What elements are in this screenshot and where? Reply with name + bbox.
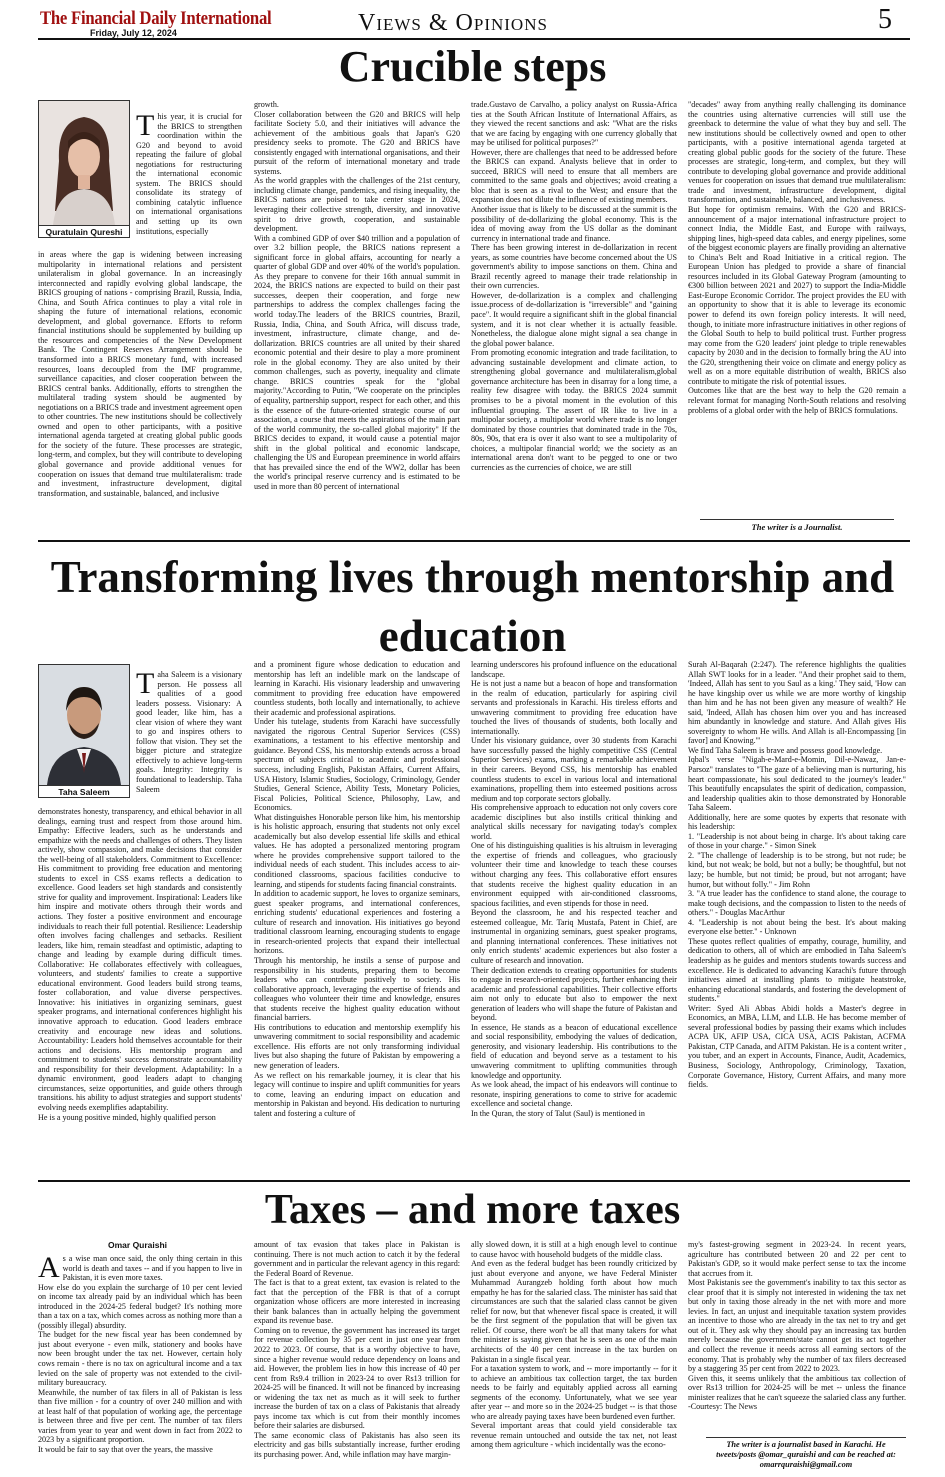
author-photo-taha-saleem (38, 664, 130, 798)
article1-column-4: "decades" away from anything really challenging its dominance the countries using alternative currencies will still use the greenback to determine the value of what they buy and sell. The new institutions should be collectively owned and open to other participants, with a positive international agenda targeted at creating global public goods for the society of the future. These processes are strategic, long-term, and complex, but they will contribute to developing global governance and provide additional venues for cooperation on issues that demand true multilateralism: trade and investment, infrastructure development, digital transformation, and sustainable, balanced, and inclusiveness. But hope for optimism remains. With the G20 and BRICS-announcement of a major international infrastructure project to connect India, the Middle East, and Europe with railways, shipping lines, high-speed data cables, and energy pipelines, some of the biggest economic players are finally providing an alternative to China's Belt and Road Initiative in a critical region. The European Union has pledged to provide a share of financial resources included in its Global Gateway Program (amounting to €300 billion between 2021 and 2027) to support the India-Middle East-Europe Economic Corridor. The project provides the EU with an opportunity to show that it is able to leverage its economic power to defend its own foreign policy interests. It will need, though, to initiate more infrastructure initiatives in other regions of the Global South to help to build political trust. Further progress may come from the G20 leaders' joint pledge to triple renewables capacity by 2030 and in the decision to formally bring the AU into the G20, strengthening their voice on climate and energy policy as well as on a more equitable distribution of wealth, BRICS also contribute to mitigate the risk of potential issues. Outcomes like that are the best way to help the G20 remain a relevant format for managing North-South relations and resolving problems of a global order with the help of BRICS formulations. (688, 100, 906, 415)
section-divider-1 (38, 540, 910, 542)
article3-column-3: ally slowed down, it is still at a high enough level to continue to cause havoc with household budgets of the middle class. And even as the federal budget has been roundly criticized by just about everyone and anyone, we have Federal Minister Muhammad Aurangzeb holding forth about how much empathy he has for the salaried class. The minister has said that circumstances are such that the salaried class cannot be given relief for now, but that whenever fiscal space is created, it will be the first segment of the population that will be given tax relief. Of course, there won't be all that many takers for what the minister is saying given that he is seen as one of the main architects of the 40 per cent increase in the tax burden on Pakistan in a single fiscal year. For a taxation system to work, and -- more importantly -- for it to achieve an ambitious tax collection target, the tax burden needs to be fairly and equitably applied across all earning segments of the economy. Unfortunately, what we see year after year -- and more so in the 2024-25 budget -- is that those who are already paying taxes have been burdened even further. Several important areas that could yield considerable tax revenue remain untouched and outside the tax net, not least among them agriculture - which incidentally was the econo- (471, 1240, 677, 1450)
issue-date: Friday, July 12, 2024 (90, 28, 177, 38)
author-caption: Quratulain Qureshi (39, 225, 129, 237)
article3-dropcap: A (38, 1254, 60, 1284)
article1-dropcap: T (136, 112, 155, 142)
article3-writer-note (706, 1437, 906, 1470)
article1-column-3: trade.Gustavo de Carvalho, a policy analyst on Russia-Africa ties at the South African Institute of International Affairs, as they viewed the recent sanctions and ask: "What are the risks that we are facing by engaging with one currency globally that may be utilised for political purposes?" However, there are challenges that need to be addressed before the BRICS can expand. Analysts believe that in order to succeed, BRICS will need to ensure that all members are committed to the same goals and objectives; avoid creating a bloc that is seen as a rival to the West; and ensure that the expansion does not dilute the influence of existing members. Another issue that is likely to be discussed at the summit is the possibility of de-dollarizing the global economy. This is the idea of moving away from the US dollar as the dominant currency in international trade and finance. There has been growing interest in de-dollarization in recent years, as some countries have become concerned about the US government's ability to impose sanctions on them. China and Brazil recently agreed to manage their trade relationship in their own currencies. However, de-dollarization is a complex and challenging issue.process of de-dollarization is "irreversible" and "gaining pace". It would require a significant shift in the global financial system, and it is not clear whether it is actually feasible. Nonetheless, the dialogue alone might signal a sea change in the global power balance. From promoting economic integration and trade facilitation, to advancing sustainable development and climate action, to strengthening global governance and multilateralism,global governance architecture has been in disarray for a long time, a reality few disagree with today. the BRICS 2024 summit promises to be a pivotal moment in the evolution of this influential grouping. The assert of IR like to live in a multipolar society, a multipolar world where trade is no longer dominated by those countries that dominated trade in the 70s, 80s, 90s, that era is over it also want to see a multipolarity of choices, a multipolar financial world; we the society as an international arena don't want to be pegged to one or two currencies as the currencies of choice, we are still (471, 100, 677, 472)
article2-dropcap: T (136, 670, 155, 700)
writer-note-line-1: The writer is a journalist based in Karachi. He (726, 1440, 886, 1449)
article2-column-1-lead (136, 670, 242, 804)
author-portrait-icon (39, 101, 129, 225)
article3-column-4: my's fastest-growing segment in 2023-24. In recent years, agriculture has contributed between 20 and 22 per cent to Pakistan's GDP, so it would make perfect sense to tax the income that accrues from it. Most Pakistanis see the government's inability to tax this sector as clear proof that it is simply not interested in widening the tax net but only in taxing those already in the net with more and more levies. In fact, an unjust and inequitable taxation system provides an incentive to those who are already in the tax net to try and get out of it. They ask why they should pay an increasing tax burden merely because the government/state cannot get its act together and collect the revenue it needs across all earning sectors of the economy. That is probably why the number of tax filers decreased by a staggering 35 per cent from 2022 to 2023. Given this, it seems unlikely that the ambitious tax collection of over Rs13 trillion for 2024-25 will be met -- unless the finance minister realizes that he can't squeeze the salaried class any further. -Courtesy: The News (688, 1240, 906, 1412)
article1-column-1: in areas where the gap is widening between increasing multipolarity in international relations and persistent unilateralism in global governance. In an increasingly interconnected and rapidly evolving global landscape, the BRICS grouping of nations - comprising Brazil, Russia, India, China, and South Africa continues to play a vital role in shaping the future of international relations, economic development, and global governance. Efforts to reform financial institutions should be supplemented by building up the resources and competencies of the New Development Bank. The Contingent Reserves Arrangement should be transformed into a BRICS monetary fund, with increased resources, loans decoupled from the IMF programme, surveillance capacities, and closer cooperation between the BRICS central banks. Additionally, efforts to strengthen the multilateral trading system should be augmented by negotiations on a BRICS trade and investment agreement open to other countries. The new institutions should be collectively owned and open to other participants, with a positive international agenda targeted at creating global public goods for the society of the future. These processes are strategic, long-term, and complex, but they will contribute to developing global governance and provide additional venues for cooperation on issues that demand true multilateralism: trade and investment, infrastructure development, digital transformation, and sustainable, balanced, and inclusive (38, 250, 242, 498)
author-caption: Taha Saleem (39, 785, 129, 797)
article1-column-1-lead (136, 112, 242, 252)
author-photo-quratulain (38, 100, 130, 238)
article2-column-1: demonstrates honesty, transparency, and ethical behavior in all dealings, earning trust and respect from those around him. Empathy: Effective leaders, such as he understands and empathize with the needs and challenges of others. They listen actively, show compassion, and make decisions that consider the well-being of all stakeholders. Commitment to Excellence: His commitment to providing free education and mentoring students to excel in CSS exams reflects a dedication to excellence. Good leaders set high standards and consistently strive for quality and improvement. Inspirational: Leaders like him inspire and motivate others through their words and actions. They foster a positive environment and encourage individuals to reach their full potential. Resilience: Leadership often involves facing challenges and setbacks. Resilient leaders, like him, remain steadfast and optimistic, adapting to change and leading by example during difficult times. Collaborative: He collaborates effectively with colleagues, volunteers, and students' families to create a supportive educational environment. Good leaders build strong teams, foster collaboration, and value diverse perspectives. Innovative: his initiatives in organizing seminars, guest speaker programs, and international conferences highlight his innovative approach to education. Good leaders embrace creativity and encourage new ideas and solutions. Accountability: Leaders hold themselves accountable for their actions and decisions. His mentorship program and commitment to students' success demonstrate accountability and responsibility for their development. Adaptability: In a dynamic environment, good leaders adapt to changing circumstances, seize opportunities, and guide others through transitions. his ability to adjust strategies and support students' evolving needs exemplifies adaptability. He is a young positive minded, highly qualified person (38, 807, 242, 1122)
article3-column-1-text: s a wise man once said, the only thing certain in this world is death and taxes -- and if you happen to live in Pakistan, it is even more taxes. How else do you explain the surcharge of 10 per cent levied on income tax already paid by an individual which has been introduced in the 2024-25 federal budget? It's nothing more than a tax on a tax, which comes across as nothing more than a (possibly illegal) absurdity. The budget for the new fiscal year has been condemned by just about everyone - even milk, stationery and books have now been brought under the tax net. However, certain holy cows remain - there is no tax on agricultural income and a tax levied on the sale of property was not extended to the civil-military bureaucracy. Meanwhile, the number of tax filers in all of Pakistan is less than five million - for a country of over 240 million and with at least half of that population of working age, the percentage is between three and five per cent. The number of tax filers varies from year to year and went down in fact from 2022 to 2023 by a significant proportion. It would be fair to say that over the years, the massive (38, 1254, 242, 1454)
article2-column-4: Surah Al-Baqarah (2:247). The reference highlights the qualities Allah SWT looks for in a leader. "And their prophet said to them, 'Indeed, Allah has sent to you Saul as a king.' They said, 'How can he have kingship over us while we are more worthy of kingship than him and he has not been given any measure of wealth?' He said, 'Indeed, Allah has chosen him over you and has increased him abundantly in knowledge and stature. And Allah gives His sovereignty to whom He wills. And Allah is all-Encompassing [in favor] and Knowing.'" We find Taha Saleem is brave and possess good knowledge. Iqbal's verse "Nigah-e-Mard-e-Momin, Dil-e-Nawaz, Jan-e-Parsoz" translates to "The gaze of a believing man is nurturing, his heart compassionate, his soul dedicated to the journey's leader." This beautifully encapsulates the spirit of dedication, compassion, and leadership qualities akin to those demonstrated by Honorable Taha Saleem. Additionally, here are some quotes by experts that resonate with his leadership: 1. "Leadership is not about being in charge. It's about taking care of those in your charge." - Simon Sinek 2. "The challenge of leadership is to be strong, but not rude; be kind, but not weak; be bold, but not a bully; be thoughtful, but not lazy; be humble, but not timid; be proud, but not arrogant; have humor, but without folly." - Jim Rohn 3. "A true leader has the confidence to stand alone, the courage to make tough decisions, and the compassion to listen to the needs of others." - Douglas MacArthur 4. "Leadership is not about being the best. It's about making everyone else better." - Unknown These quotes reflect qualities of empathy, courage, humility, and dedication to others, all of which are embodied in Taha Saleem's leadership as he guides and mentors students towards success and excellence. He is dedicated to advancing Karachi's future through initiatives aimed at installing plants to mitigate heatstroke, enhancing educational standards, and fostering the development of students." Writer: Syed Ali Abbas Abidi holds a Master's degree in Economics, an MBA, LLM, and LLB. He has become member of several professional bodies by passing their exams which includes ACPA UK, AFIP USA, CICA USA, ACIS Pakistan, ACFMA Pakistan, CTP Canada, and AITM Pakistan. He is a content writer , you tuber, and an expert in Accounts, Finance, Audit, Academics, Business, Sociology, Anthropology, Criminology, Taxation, Corporate Governance, History, Current Affairs, and many more fields. (688, 660, 906, 1090)
section-divider-2 (38, 1180, 910, 1182)
author-portrait-icon (39, 665, 129, 785)
article2-lead-text: aha Saleem is a visionary person. He possess all qualities of a good leaders possess. Visionary: A good leader, like him, has a clear vision of where they want to go and inspires others to follow that vision. They set the bigger picture and strategize effectively to achieve long-term goals. Integrity: Integrity is foundational to leadership. Taha Saleem (136, 670, 242, 794)
article1-writer-note: The writer is a Journalist. (700, 519, 894, 532)
article1-column-2: growth. Closer collaboration between the G20 and BRICS will help facilitate Society 5.0, and their initiatives will advance the achievement of the ambitious goals that Japan's G20 presidency seeks to promote. The G20 and BRICS have consistently engaged with international organisations, and their pursuit of the reform of international monetary and trade systems. As the world grapples with the challenges of the 21st century, including climate change, pandemics, and rising inequality, the BRICS nations are poised to take center stage in 2024, leveraging their collective strength, diversity, and innovative spirit to drive growth, cooperation, and sustainable development. With a combined GDP of over $40 trillion and a population of over 3.2 billion people, the BRICS nations represent a significant force in global affairs, accounting for nearly a quarter of global GDP and over 40% of the world's population. As they prepare to convene for their 16th annual summit in 2024, the BRICS nations are expected to build on their past successes, deepen their cooperation, and forge new partnerships to address the complex challenges facing the world today.The leaders of the BRICS countries, Brazil, Russia, India, China, and South Africa, will discuss trade, investment, infrastructure, climate change, and de-dollarization. BRICS countries are all united by their shared economic potential and their desire to play a more prominent role in the global economy. They are also united by their common challenges, such as poverty, inequality and climate change. BRICS countries speak for the "global majority."According to Putin, "We cooperate on the principles of equality, partnership support, respect for each other, and this is the essence of the future-oriented strategic course of our association, a course that meets the aspirations of the main part of the world community, the so-called global majority" If the BRICS decides to expand, it would cause a potential major shift in the global political and economic landscape, challenging the US and European preeminence in world affairs that has prevailed since the end of the WW2, dollar has been the world's principal reserve currency and is estimated to be used in more than 80 percent of international (254, 100, 460, 491)
writer-note-line-2: tweets/posts @omar_quraishi and can be reached at: (716, 1449, 896, 1459)
article3-headline: Taxes – and more taxes (264, 1187, 681, 1233)
article2-column-2: and a prominent figure whose dedication to education and mentorship has left an indelible mark on the landscape of learning in Karachi. His visionary leadership and unwavering commitment to providing free education have empowered countless students, both locally and internationally, to achieve their academic and professional aspirations. Under his tutelage, students from Karachi have successfully navigated the rigorous Central Superior Services (CSS) examinations, a testament to his effective mentorship and guidance. Beyond CSS, his mentorship extends across a broad spectrum of subjects critical to academic and professional success, including English, Pakistan Affairs, Current Affairs, USA History, Islamic Studies, Sociology, Criminology, Gender Studies, General Science, Ability Tests, Monetary Policies, Fiscal Policies, Political Science, Philosophy, Law, and Economics. What distinguishes Honorable person like him, his mentorship is his holistic approach, ensuring that students not only excel academically but also develop essential life skills and ethical values. He has adopted a personalized mentoring program where he provides comprehensive support tailored to the individual needs of each student. This includes access to air-conditioned classrooms, spacious facilities conducive to learning, and stipends for students facing financial constraints. In addition to academic support, he loves to organize seminars, guest speaker programs, and international conferences, enriching students' educational experiences and fostering a culture of research and innovation. His initiatives go beyond traditional classroom learning, encouraging students to engage in research-oriented projects that expand their intellectual horizons. Through his mentorship, he instils a sense of purpose and responsibility in his students, preparing them to become leaders who can contribute positively to society. His collaborative approach, leveraging the expertise of friends and colleagues who volunteer their time and knowledge, ensures that students receive the highest quality education without financial barriers. His contributions to education and mentorship exemplify his unwavering commitment to social responsibility and academic excellence. His efforts are not only transforming individual lives but also shaping the future of Pakistan by empowering a new generation of leaders. As we reflect on his remarkable journey, it is clear that his legacy will continue to inspire and uplift communities for years to come, leaving an enduring impact on education and mentorship in Pakistan and beyond. His dedication to nurturing talent and fostering a culture of (254, 660, 460, 1118)
article1-lead-text: his year, it is crucial for the BRICS to strengthen coordination within the G20 and beyond to avoid repeating the failure of global negotiations for restructuring the international economic system. The BRICS should consolidate its strategy of combining catalytic influence on international organisations and setting up its own institutions, especially (136, 112, 242, 236)
writer-note-email[interactable]: omarrquraishi@gmail.com (759, 1459, 853, 1469)
article1-headline: Crucible steps (338, 42, 607, 91)
article2-column-3: learning underscores his profound influence on the educational landscape. He is not just a name but a beacon of hope and transformation in the realm of education, particularly for aspiring civil servants and professionals in Karachi. His tireless efforts and unwavering commitment to providing free education have touched the lives of thousands of students, both locally and internationally. Under his visionary guidance, over 30 students from Karachi have successfully passed the highly competitive CSS (Central Superior Services) exams, marking a remarkable achievement in their careers. Beyond CSS, his mentorship has enabled countless students to excel in various local and international examinations, propelling them into esteemed positions across medium and top corporate sectors globally. His comprehensive approach to education not only covers core academic disciplines but also instills critical thinking and analytical skills necessary for navigating today's complex world. One of his distinguishing qualities is his altruism in leveraging the expertise of friends and colleagues, who graciously volunteer their time and knowledge to teach these courses without charging any fees. This collaborative effort ensures that students receive the highest quality education in an environment equipped with air-conditioned classrooms, spacious facilities, and even stipends for those in need. Beyond the classroom, he and his respected teacher and esteemed colleague, Mr. Tariq Mustafa, Patent in Chief, are instrumental in organizing seminars, guest speaker programs, and planning international conferences. These initiatives not only enrich students' academic experiences but also foster a culture of research and innovation. Their dedication extends to creating opportunities for students to engage in research-oriented projects, further enhancing their academic and professional capabilities. Their collective efforts aim not only to educate but also to empower the next generation of leaders who will shape the future of Pakistan and beyond. In essence, He stands as a beacon of educational excellence and social responsibility, embodying the values of dedication, generosity, and visionary leadership. His contributions to the field of education and beyond serve as a testament to his unwavering commitment to uplifting communities through knowledge and opportunity. As we look ahead, the impact of his endeavors will continue to resonate, inspiring generations to come to strive for academic excellence and societal change. In the Quran, the story of Talut (Saul) is mentioned in (471, 660, 677, 1118)
page-number: 5 (878, 4, 892, 35)
article3-column-1 (38, 1254, 242, 1476)
article2-headline: Transforming lives through mentorship and education (50, 552, 895, 662)
paper-name: The Financial Daily International (40, 8, 272, 29)
section-title: Views & Opinions (358, 10, 548, 36)
masthead (38, 6, 910, 40)
article3-byline: Omar Quraishi (108, 1240, 168, 1250)
article3-column-2: amount of tax evasion that takes place in Pakistan is continuing. There is not much action to catch it by the federal government and in particular the relevant agency in this regard: the Federal Board of Revenue. The fact is that to a great extent, tax evasion is related to the fact that the perception of the FBR is that of a corrupt organization whose officers are more interested in increasing their bank balances than in actually helping the government expand its revenue base. Coming on to revenue, the government has increased its target for revenue collection by 35 per cent in just one year from 2022 to 2023. Of course, that is a worthy objective to have, since a higher revenue would reduce dependency on loans and aid. However, the problem lies in how this increase of 40 per cent from Rs9.4 trillion in 2023-24 to over Rs13 trillion for 2024-25 will be financed. It will not be financed by increasing or widening the tax net as much as it will seek to further increase the burden of tax on a class of Pakistanis that already pays income tax which is cut from their monthly incomes before their salaries are disbursed. The same economic class of Pakistanis has also seen its electricity and gas bills substantially increase, further eroding its purchasing power. And, while inflation may have margin- (254, 1240, 460, 1460)
